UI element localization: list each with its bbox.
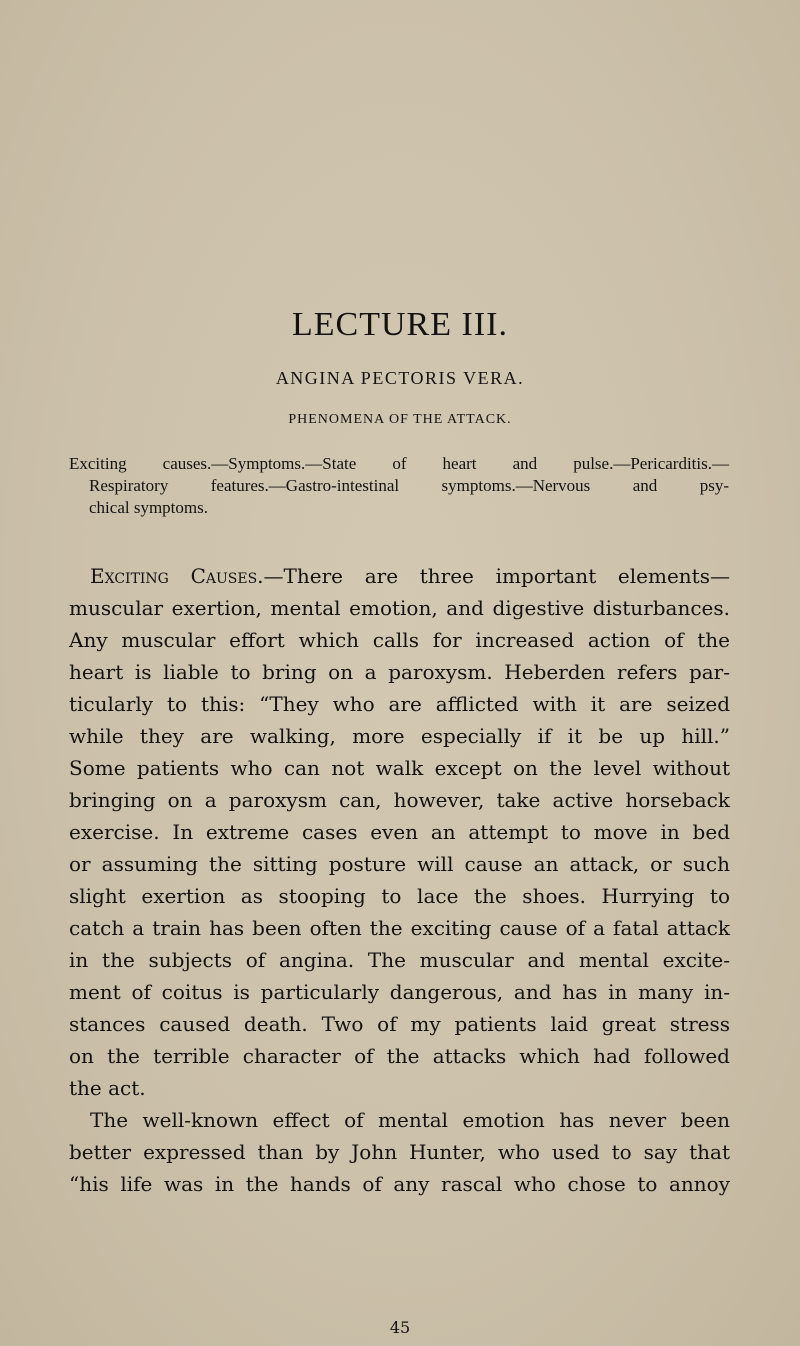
text-line: or assuming the sitting posture will cause an attack, or such bbox=[69, 852, 730, 876]
chapter-synopsis bbox=[69, 453, 729, 519]
section-lead: Exciting Causes. bbox=[90, 564, 264, 588]
text-line: heart is liable to bring on a paroxysm. Heberden refers par- bbox=[69, 660, 730, 684]
page-number: 45 bbox=[389, 1318, 411, 1337]
synopsis-line: chical symptoms. bbox=[89, 498, 208, 517]
text-line: The well-known effect of mental emotion has never been bbox=[90, 1108, 730, 1132]
lecture-subtopic: PHENOMENA OF THE ATTACK. bbox=[288, 412, 512, 427]
text-line: ticularly to this: “They who are afflicted with it are seized bbox=[69, 692, 730, 716]
text-line: exercise. In extreme cases even an attempt to move in bed bbox=[69, 820, 730, 844]
first-line-text: —There are three important elements— bbox=[263, 564, 730, 588]
text-line: “his life was in the hands of any rascal who chose to annoy bbox=[69, 1172, 730, 1196]
body-text bbox=[69, 560, 730, 1200]
text-line: catch a train has been often the exciting cause of a fatal attack bbox=[69, 916, 730, 940]
text-line: bringing on a paroxysm can, however, take active horseback bbox=[69, 788, 730, 812]
text-line: ment of coitus is particularly dangerous, and has in many in- bbox=[69, 980, 730, 1004]
synopsis-line: Respiratory features.—Gastro-intestinal symptoms.—Nervous and psy- bbox=[89, 476, 729, 495]
text-line: the act. bbox=[69, 1076, 146, 1100]
lecture-title: LECTURE III. bbox=[292, 306, 508, 343]
text-line: better expressed than by John Hunter, who used to say that bbox=[69, 1140, 730, 1164]
text-line: in the subjects of angina. The muscular and mental excite- bbox=[69, 948, 730, 972]
lecture-topic: ANGINA PECTORIS VERA. bbox=[275, 368, 525, 388]
text-line: muscular exertion, mental emotion, and digestive disturbances. bbox=[69, 596, 730, 620]
text-line: while they are walking, more especially if it be up hill.” bbox=[69, 724, 730, 748]
text-line: stances caused death. Two of my patients laid great stress bbox=[69, 1012, 730, 1036]
synopsis-line: Exciting causes.—Symptoms.—State of heart and pulse.—Pericarditis.— bbox=[69, 454, 729, 473]
paragraph-first-line bbox=[69, 560, 730, 592]
text-line: slight exertion as stooping to lace the shoes. Hurrying to bbox=[69, 884, 730, 908]
text-line: Some patients who can not walk except on the level without bbox=[69, 756, 730, 780]
text-line: on the terrible character of the attacks which had followed bbox=[69, 1044, 730, 1068]
text-line: Any muscular effort which calls for increased action of the bbox=[69, 628, 730, 652]
